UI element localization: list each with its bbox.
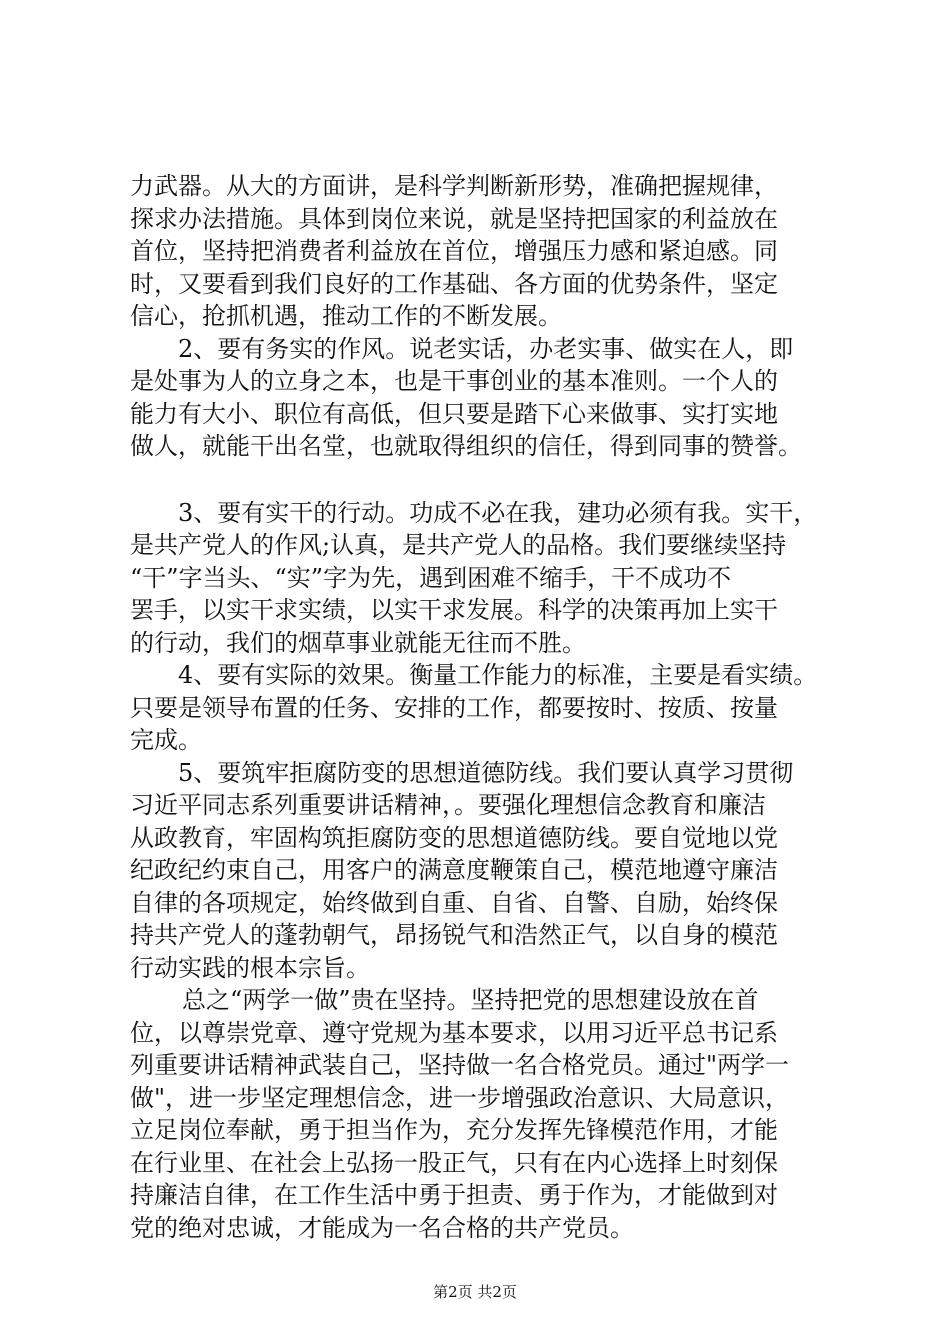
text-line: 做人，就能干出名堂，也就取得组织的信任，得到同事的赞誉。 <box>130 432 802 460</box>
summary-paragraph-start: 总之“两学一做”贵在坚持。坚持把党的思想建设放在首 <box>182 986 759 1014</box>
text-line: 能力有大小、职位有高低，但只要是踏下心来做事、实打实地 <box>130 399 778 428</box>
paragraph-3-start: 3、要有实干的行动。功成不必在我，建功必须有我。实干， <box>178 498 818 527</box>
text-line: 的行动，我们的烟草事业就能无往而不胜。 <box>130 628 586 657</box>
text-line: 在行业里、在社会上弘扬一股正气，只有在内心选择上时刻保 <box>130 1148 778 1177</box>
text-line: 习近平同志系列重要讲话精神，。要强化理想信念教育和廉洁 <box>130 791 766 819</box>
text-line: 立足岗位奉献，勇于担当作为，充分发挥先锋模范作用，才能 <box>130 1116 778 1144</box>
text-line: 是共产党人的作风;认真，是共产党人的品格。我们要继续坚持 <box>130 531 787 559</box>
text-line: 是处事为人的立身之本，也是干事创业的基本准则。一个人的 <box>130 367 778 395</box>
paragraph-5-start: 5、要筑牢拒腐防变的思想道德防线。我们要认真学习贯彻 <box>178 758 794 787</box>
text-line: 自律的各项规定，始终做到自重、自省、自警、自励，始终保 <box>130 888 778 917</box>
text-line: 完成。 <box>130 726 202 754</box>
text-line: 探求办法措施。具体到岗位来说，就是坚持把国家的利益放在 <box>130 204 778 233</box>
text-line: 纪政纪约束自己，用客户的满意度鞭策自己，模范地遵守廉洁 <box>130 856 778 884</box>
text-line: 时，又要看到我们良好的工作基础、各方面的优势条件，坚定 <box>130 269 778 298</box>
page-footer: 第2页 共2页 <box>433 1283 517 1301</box>
paragraph-4-start: 4、要有实际的效果。衡量工作能力的标准，主要是看实绩。 <box>178 661 818 689</box>
text-line: “干”字当头、“实”字为先，遇到困难不缩手，干不成功不 <box>130 563 732 592</box>
paragraph-gap <box>130 463 850 497</box>
text-line: 力武器。从大的方面讲，是科学判断新形势，准确把握规律， <box>130 172 778 200</box>
text-line: 信心，抢抓机遇，推动工作的不断发展。 <box>130 302 562 330</box>
text-line: 从政教育，牢固构筑拒腐防变的思想道德防线。要自觉地以党 <box>130 823 778 852</box>
text-line: 列重要讲话精神武装自己，坚持做一名合格党员。通过"两学一 <box>130 1051 790 1079</box>
text-line: 持共产党人的蓬勃朝气，昂扬锐气和浩然正气，以自身的模范 <box>130 921 778 949</box>
text-line: 罢手，以实干求实绩，以实干求发展。科学的决策再加上实干 <box>130 596 778 624</box>
text-line: 党的绝对忠诚，才能成为一名合格的共产党员。 <box>130 1213 634 1242</box>
text-line: 持廉洁自律，在工作生活中勇于担责、勇于作为，才能做到对 <box>130 1181 778 1209</box>
text-line: 只要是领导布置的任务、安排的工作，都要按时、按质、按量 <box>130 693 778 722</box>
text-line: 行动实践的根本宗旨。 <box>130 953 370 982</box>
text-line: 首位，坚持把消费者利益放在首位，增强压力感和紧迫感。同 <box>130 237 778 265</box>
paragraph-2-start: 2、要有务实的作风。说老实话，办老实事、做实在人，即 <box>178 334 794 363</box>
text-line: 位，以尊崇党章、遵守党规为基本要求，以用习近平总书记系 <box>130 1018 778 1047</box>
text-line: 做"，进一步坚定理想信念，进一步增强政治意识、大局意识， <box>130 1083 790 1112</box>
body-text <box>130 170 850 1244</box>
